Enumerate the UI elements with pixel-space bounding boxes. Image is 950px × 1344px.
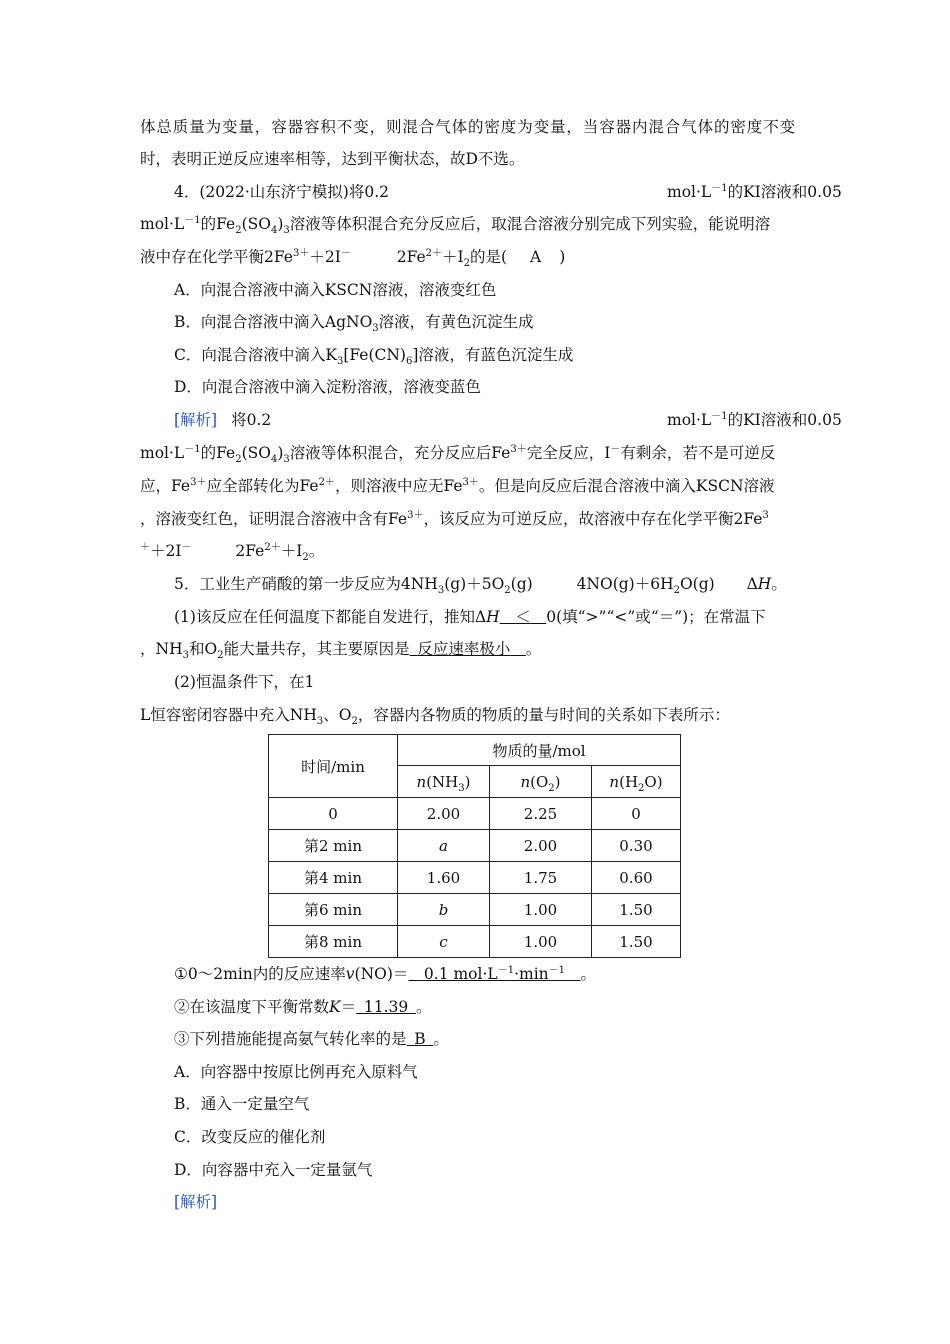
header-time: 时间/min (269, 735, 398, 798)
data-table (268, 734, 681, 958)
analysis-line-4: ，溶液变红色，证明混合溶液中含有$Fe^{3+}$，该反应为可逆反应，故溶液中存在化学平衡2Fe$^3$ (140, 509, 769, 528)
header-h2o: $n(H_2O)$ (592, 766, 681, 798)
analysis-line-3: 应，$Fe^{3+}$应全部转化为$Fe^{2+}$，则溶液中应无$Fe^{3+}$。但是向反应后混合溶液中滴入KSCN溶液 (140, 476, 775, 495)
table-row: 第8 min c 1.00 1.50 (269, 926, 681, 958)
sub-question-3: ③下列措施能提高氨气转化率的是 B 。 (174, 1030, 449, 1048)
option-c: C．改变反应的催化剂 (174, 1128, 326, 1146)
table-row: 第2 min a 2.00 0.30 (269, 830, 681, 862)
analysis-label: [解析] (174, 1193, 218, 1211)
question-5-part-1: (1)该反应在任何温度下都能自发进行，推知ΔH ＜ 0(填“>”“<”或“＝”)；在常温下 (174, 608, 766, 626)
question-4-line-1: 4．(2022·山东济宁模拟)将0.2 (174, 183, 389, 201)
option-a: A．向混合溶液中滴入KSCN溶液，溶液变红色 (174, 281, 497, 299)
option-b: B．通入一定量空气 (174, 1095, 310, 1113)
fill-answer: 11.39 (363, 998, 409, 1016)
sub-question-1: ①0～2min内的反应速率v(NO)＝ 0.1 $mol\cdot L^{-1}\cdot\min^{-1}$ 。 (174, 964, 597, 983)
answer: A (530, 248, 542, 266)
analysis-line-2: $mol\cdot L^{-1}$的$Fe_2(SO_4)_3$溶液等体积混合，充分反应后$Fe^{3+}$完全反应，I－有剩余，若不是可逆反 (140, 443, 776, 466)
table-row: 第6 min b 1.00 1.50 (269, 894, 681, 926)
fill-answer: 0.1 mol·L (423, 965, 498, 983)
question-4-line-3: 液中存在化学平衡$2Fe^{3+}+2I^-$ $2Fe^{2+}+I_2$的是( A ) (140, 247, 566, 270)
analysis-line-1: [解析] 将0.2 (174, 411, 272, 429)
text-line: 体总质量为变量，容器容积不变，则混合气体的密度为变量，当容器内混合气体的密度不变 (140, 118, 797, 136)
question-5-line-1: 5．工业生产硝酸的第一步反应为$4NH_3(g)+5O_2(g)$ $4NO(g)+6H_2O(g)$ ΔH。 (174, 575, 787, 597)
table-row: 0 2.00 2.25 0 (269, 798, 681, 830)
question-5-part-1-line-2: ，$NH_3$和$O_2$能大量共存，其主要原因是 反应速率极小 。 (140, 640, 542, 662)
question-4-line-2: $mol\cdot L^{-1}$的$Fe_2(SO_4)_3$溶液等体积混合充分反应后，取混合溶液分别完成下列实验，能说明溶 (140, 214, 771, 237)
header-amount: 物质的量/mol (398, 735, 681, 766)
fill-answer: B (414, 1030, 426, 1048)
option-d: D．向容器中充入一定量氩气 (174, 1161, 373, 1179)
question-5-part-2-line-2: L恒容密闭容器中充入$NH_3$、$O_2$，容器内各物质的物质的量与时间的关系如下表所示： (140, 706, 730, 728)
fill-answer: ＜ (515, 608, 531, 626)
sub-question-2: ②在该温度下平衡常数K＝ 11.39 。 (174, 998, 432, 1016)
analysis-line-5: ＋＋2I－ $2Fe^{2+}+I_2$。 (140, 541, 325, 564)
question-4-line-1-right: $mol\cdot L^{-1}$的KI溶液和0.05 (667, 182, 842, 201)
option-c: C．向混合溶液中滴入$K_3[Fe(CN)_6]$溶液，有蓝色沉淀生成 (174, 346, 574, 368)
fill-answer: 反应速率极小 (417, 640, 511, 658)
option-d: D．向混合溶液中滴入淀粉溶液，溶液变蓝色 (174, 378, 481, 396)
analysis-line-1-right: $mol\cdot L^{-1}$的KI溶液和0.05 (667, 410, 842, 429)
table-row: 第4 min 1.60 1.75 0.60 (269, 862, 681, 894)
text-line: 时，表明正逆反应速率相等，达到平衡状态，故D不选。 (140, 150, 525, 168)
option-a: A．向容器中按原比例再充入原料气 (174, 1063, 418, 1081)
header-nh3: $n(NH_3)$ (398, 766, 490, 798)
analysis-label: [解析] (174, 411, 218, 429)
question-5-part-2: (2)恒温条件下，在1 (174, 673, 315, 691)
header-o2: $n(O_2)$ (490, 766, 592, 798)
option-b: B．向混合溶液中滴入AgNO$_3$溶液，有黄色沉淀生成 (174, 313, 534, 335)
